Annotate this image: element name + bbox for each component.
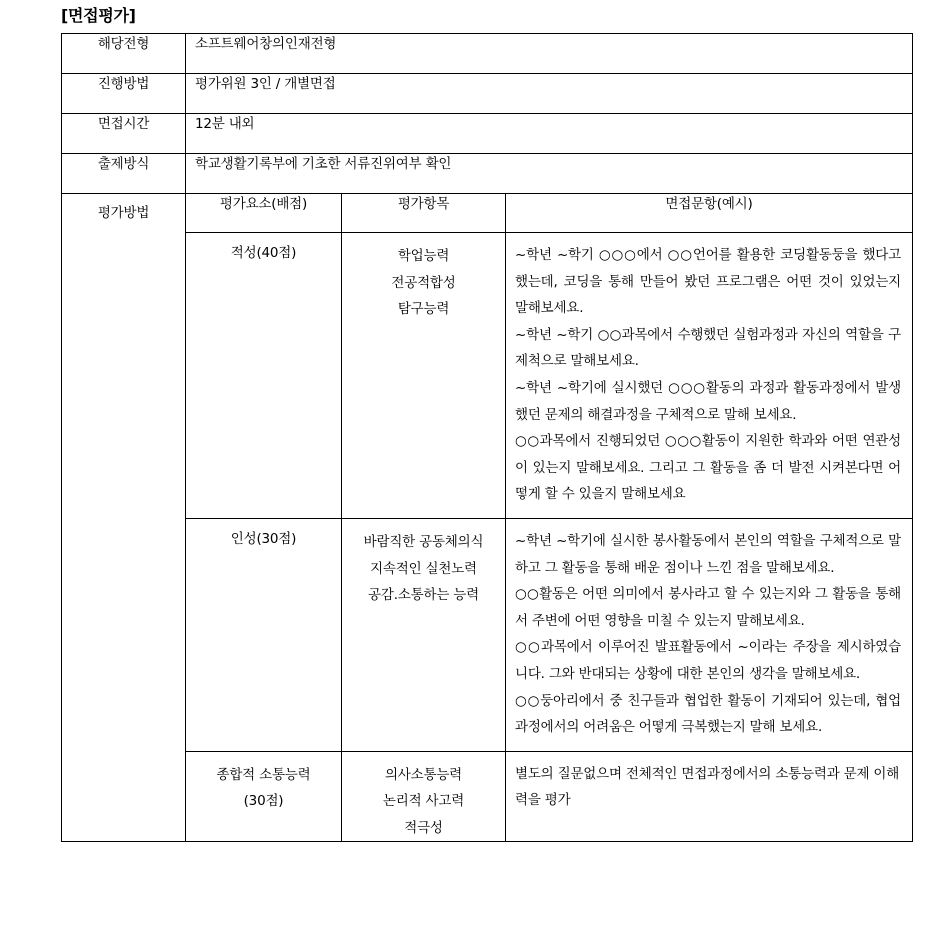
item-label: 학업능력 — [397, 248, 450, 264]
column-header-text: 면접문항(예시) — [665, 196, 753, 212]
interview-evaluation-table — [61, 33, 913, 842]
column-header-question — [506, 194, 913, 233]
factor-communication — [186, 751, 342, 842]
questions-communication — [506, 751, 913, 842]
question-list — [506, 519, 912, 751]
factor-text: 적성(40점) — [230, 245, 297, 261]
factor-aptitude — [186, 233, 342, 519]
questions-character — [506, 518, 913, 751]
row-label-text: 면접시간 — [97, 116, 150, 132]
table-row-aptitude — [62, 233, 913, 519]
page-title: [면접평가] — [61, 6, 136, 25]
row-label-admission-type — [62, 34, 186, 74]
row-label-duration — [62, 114, 186, 154]
row-value-text: 평가위원 3인 / 개별면접 — [195, 76, 336, 92]
questions-aptitude — [506, 233, 913, 519]
question-text: ~학년 ~학기에 실시했던 ○○○활동의 과정과 활동과정에서 발생했던 문제의 해결과정을 구체적으로 말해 보세요. — [515, 379, 901, 423]
item-list — [342, 752, 505, 842]
question-text: ~학년 ~학기 ○○○에서 ○○언어를 활용한 코딩활동둥을 했다고 했는데, 코딩을 통해 만들어 봤던 프로그램은 어떤 것이 있었는지 말해보세요. — [515, 247, 901, 317]
item-label: 탐구능력 — [397, 301, 450, 318]
items-character — [342, 518, 506, 751]
table-row-character — [62, 518, 913, 751]
table-row-question-style — [62, 154, 913, 194]
table-row-duration — [62, 114, 913, 154]
item-label: 전공적합성 — [391, 274, 456, 291]
row-value-admission-type — [186, 34, 913, 74]
question-list — [506, 233, 912, 518]
item-label: 바람직한 공동체의식 — [363, 533, 484, 550]
column-header-text: 평가항목 — [397, 196, 450, 212]
column-header-item — [342, 194, 506, 233]
factor-text — [186, 752, 341, 815]
item-list — [342, 519, 505, 609]
row-label-procedure — [62, 74, 186, 114]
question-text: ~학년 ~학기에 실시한 봉사활동에서 본인의 역할을 구체적으로 말하고 그 활동을 통해 배운 점이나 느낀 점을 말해보세요. — [515, 532, 901, 576]
question-text: ○○과목에서 이루어진 발표활동에서 ~이라는 주장을 제시하였습니다. 그와 반대되는 상황에 대한 본인의 생각을 말해보세요. — [515, 639, 901, 682]
item-label: 지속적인 실천노력 — [370, 560, 477, 577]
row-value-duration — [186, 114, 913, 154]
item-list — [342, 233, 505, 323]
factor-character — [186, 518, 342, 751]
item-label: 공감.소통하는 능력 — [368, 587, 479, 604]
table-row-evaluation-header — [62, 194, 913, 233]
row-label-text: 해당전형 — [97, 36, 150, 52]
row-value-text: 12분 내외 — [195, 116, 255, 132]
items-communication — [342, 751, 506, 842]
row-label-text: 진행방법 — [97, 76, 150, 92]
question-text: ○○활동은 어떤 의미에서 봉사라고 할 수 있는지와 그 활동을 통해서 주변에 어떤 영향을 미칠 수 있는지 말해보세요. — [515, 586, 901, 629]
table-row-communication — [62, 751, 913, 842]
row-label-question-style — [62, 154, 186, 194]
factor-text: 인성(30점) — [230, 530, 297, 547]
row-label-evaluation-method — [62, 194, 186, 842]
row-value-procedure — [186, 74, 913, 114]
table-row-procedure — [62, 74, 913, 114]
column-header-factor — [186, 194, 342, 233]
item-label: 적극성 — [404, 819, 443, 836]
factor-label: 종합적 소통능력 — [216, 766, 311, 783]
table-row-admission-type — [62, 34, 913, 74]
items-aptitude — [342, 233, 506, 519]
question-text: ○○둥아리에서 중 친구들과 협업한 활동이 기재되어 있는데, 협업과정에서의 어려움은 어떻게 극복했는지 말해 보세요. — [515, 692, 901, 736]
item-label: 의사소통능력 — [384, 766, 463, 783]
question-text: ○○과목에서 진행되었던 ○○○활동이 지원한 학과와 어떤 연관성이 있는지 말해보세요. 그리고 그 활동을 좀 더 발전 시켜본다면 어떻게 할 수 있을지 말해보세요 — [515, 433, 901, 503]
row-label-text: 평가방법 — [97, 205, 150, 221]
question-text: ~학년 ~학기 ○○과목에서 수행했던 실험과정과 자신의 역할을 구제척으로 말해보세요. — [515, 326, 901, 370]
row-value-text: 학교생활기록부에 기초한 서류진위여부 확인 — [195, 156, 452, 172]
row-value-text: 소프트웨어창의인재전형 — [195, 36, 337, 52]
question-text: 별도의 질문없으며 전체적인 면접과정에서의 소통능력과 문제 이해력을 평가 — [515, 765, 900, 809]
row-label-text: 출제방식 — [97, 156, 150, 172]
column-header-text: 평가요소(배점) — [219, 196, 308, 212]
question-list — [506, 752, 912, 824]
item-label: 논리적 사고력 — [382, 793, 465, 810]
row-value-question-style — [186, 154, 913, 194]
factor-score: (30점) — [243, 793, 284, 810]
